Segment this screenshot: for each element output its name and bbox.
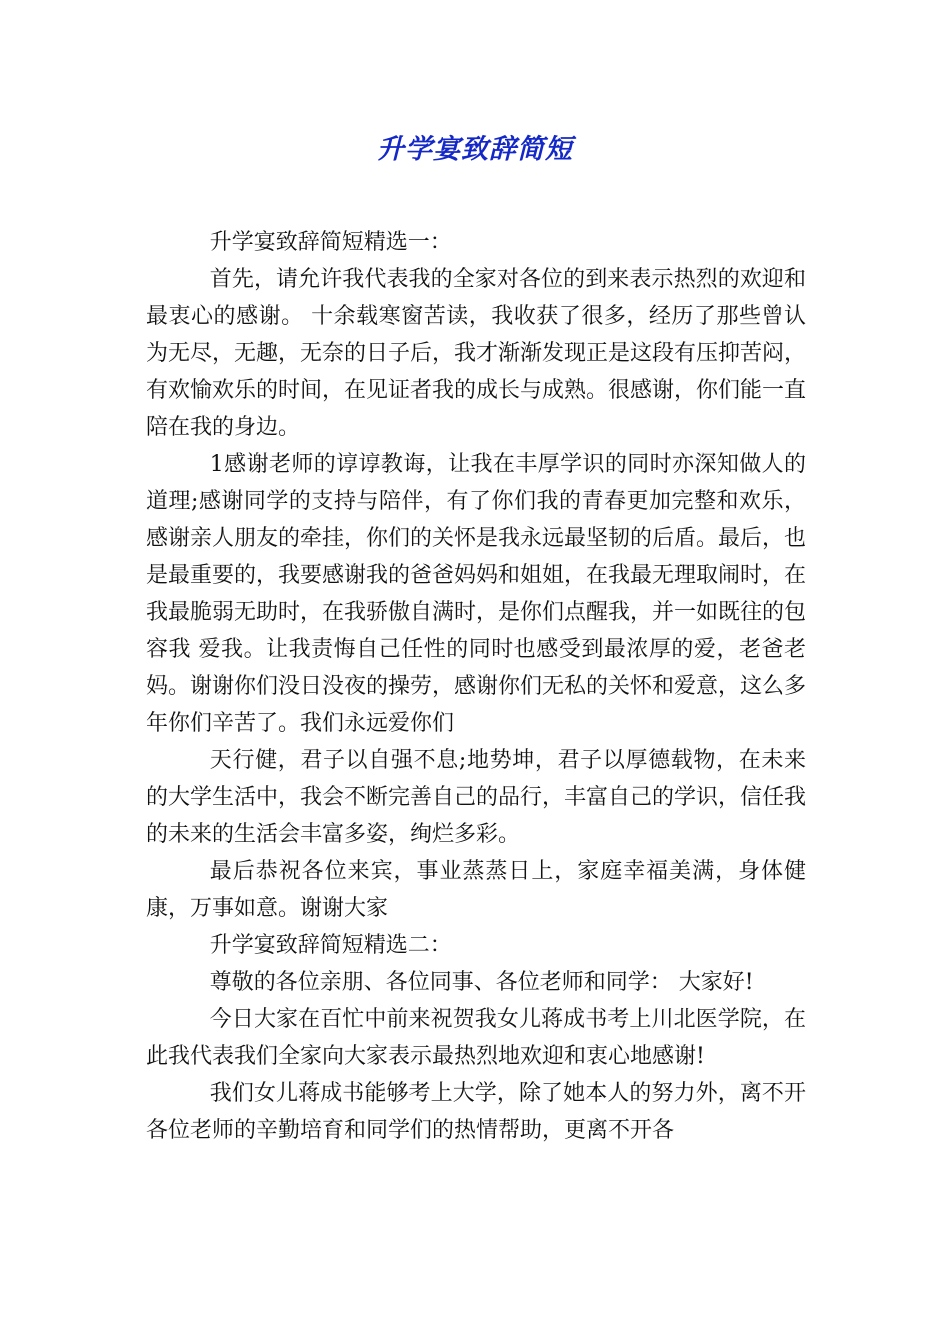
paragraph-welcome: 首先，请允许我代表我的全家对各位的到来表示热烈的欢迎和最衷心的感谢。 十余载寒窗苦读，我收获了很多，经历了那些曾认为无尽，无趣，无奈的日子后，我才渐渐发现正是这段有压抑苦闷，有欢愉欢乐的时间，在见证者我的成长与成熟。很感谢，你们能一直陪在我的身边。 [146,267,807,440]
paragraph-thanks: 1感谢老师的谆谆教诲，让我在丰厚学识的同时亦深知做人的道理;感谢同学的支持与陪伴，有了你们我的青春更加完整和欢乐，感谢亲人朋友的牵挂，你们的关怀是我永远最坚韧的后盾。最后，也是最重要的，我要感谢我的爸爸妈妈和姐姐，在我最无理取闹时，在我最脆弱无助时，在我骄傲自满时，是你们点醒我，并一如既往的包容我 爱我。让我责悔自己任性的同时也感受到最浓厚的爱，老爸老妈。谢谢你们没日没夜的操劳，感谢你们无私的关怀和爱意，这么多年你们辛苦了。我们永远爱你们 [146,452,807,736]
document-title: 升学宴致辞简短 [377,134,573,165]
paragraph-future: 天行健，君子以自强不息;地势坤，君子以厚德载物，在未来的大学生活中，我会不断完善自己的品行，丰富自己的学识，信任我的未来的生活会丰富多姿，绚烂多彩。 [146,748,807,847]
paragraph-selection-two-heading: 升学宴致辞简短精选二： [209,933,452,958]
paragraph-host-welcome: 今日大家在百忙中前来祝贺我女儿蒋成书考上川北医学院，在此我代表我们全家向大家表示最热烈地欢迎和衷心地感谢! [146,1007,806,1069]
paragraph-greeting: 尊敬的各位亲朋、各位同事、各位老师和同学： 大家好! [209,970,754,995]
paragraph-closing-wishes: 最后恭祝各位来宾，事业蒸蒸日上，家庭幸福美满，身体健康，万事如意。谢谢大家 [146,859,806,921]
paragraph-selection-one-heading: 升学宴致辞简短精选一： [209,230,452,255]
paragraph-daughter-thanks: 我们女儿蒋成书能够考上大学，除了她本人的努力外，离不开各位老师的辛勤培育和同学们的热情帮助，更离不开各 [146,1081,806,1143]
document-body [146,224,806,1149]
